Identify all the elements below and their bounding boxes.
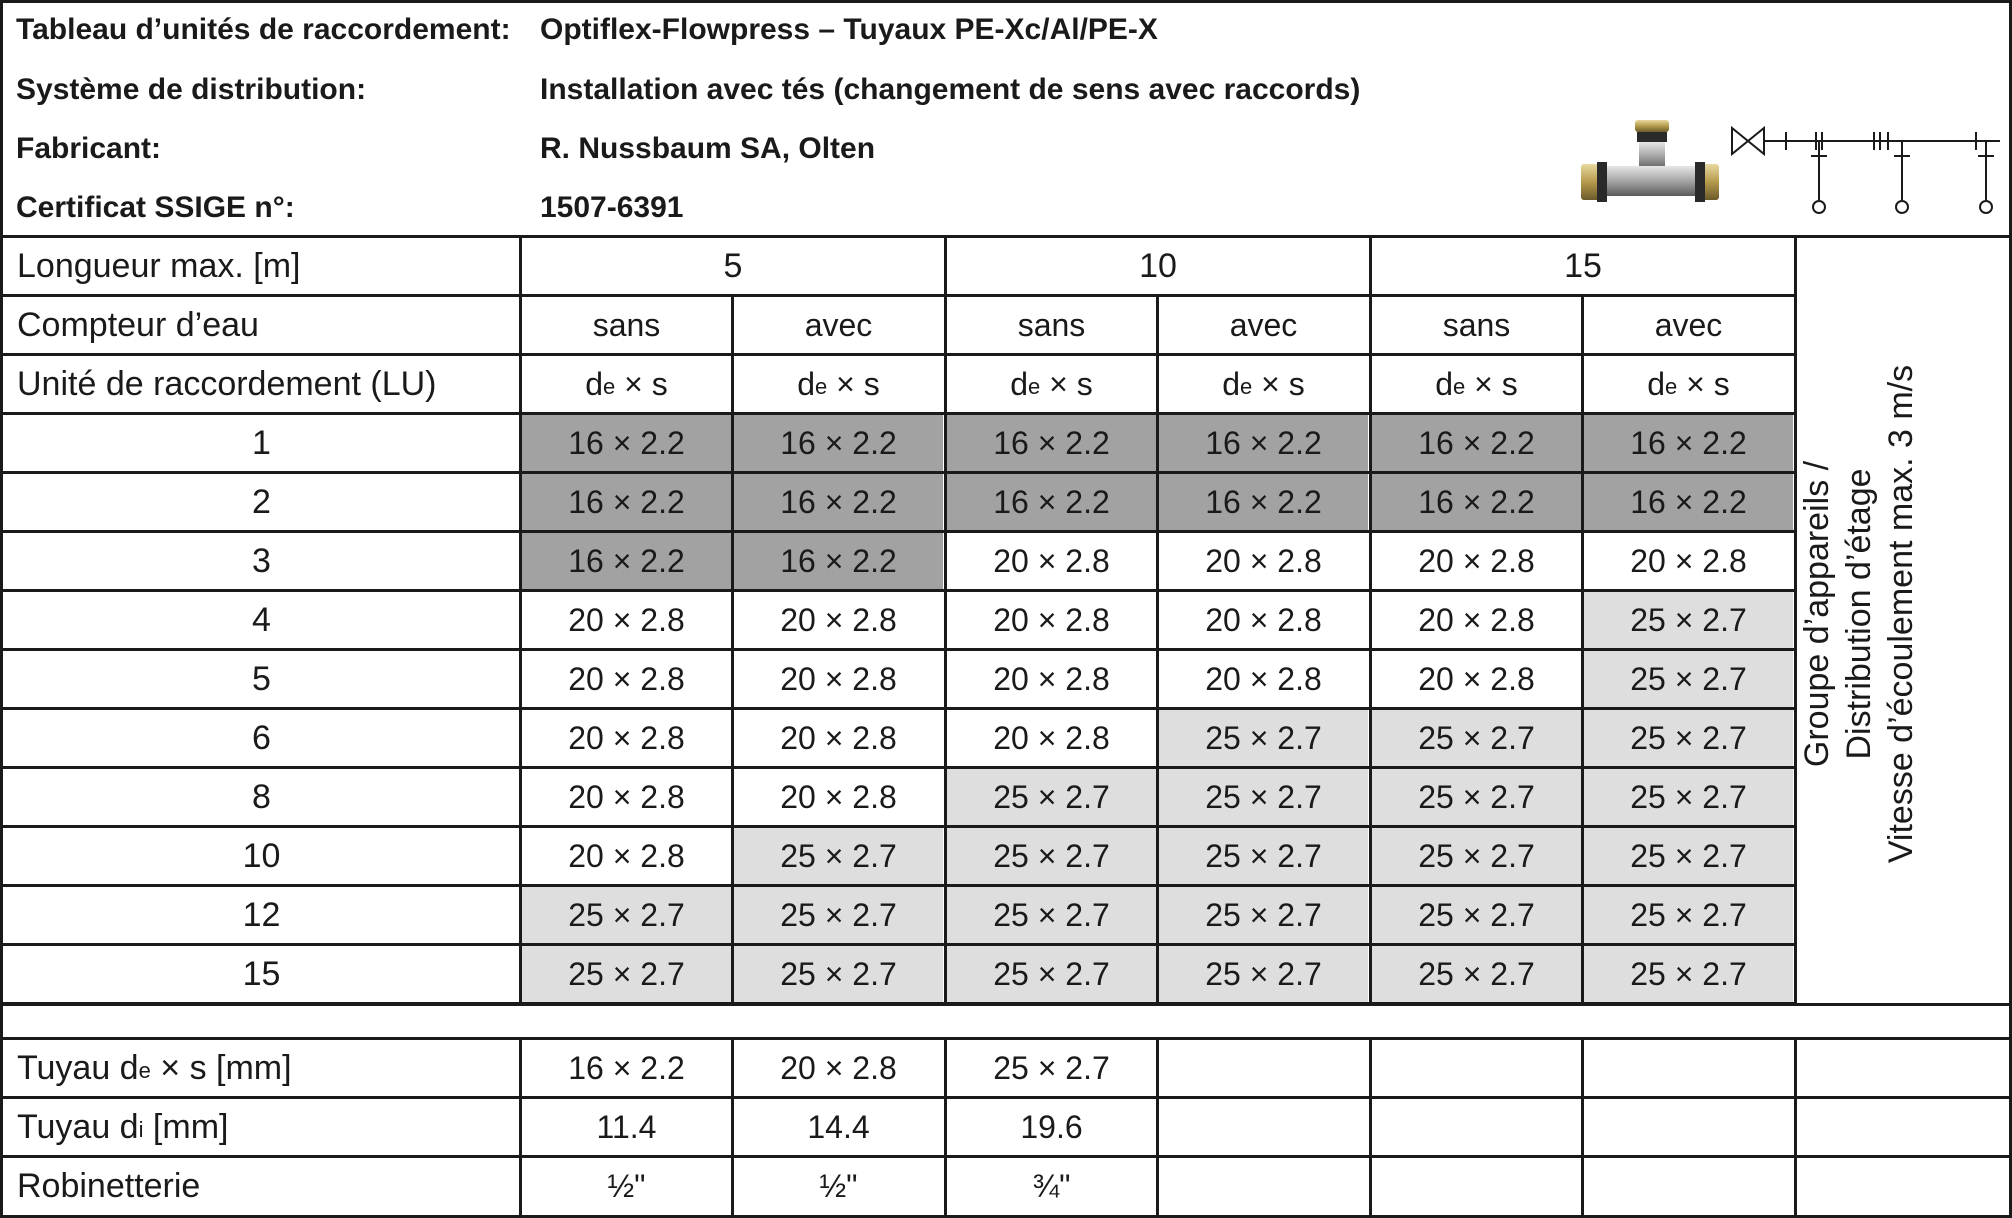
grid-line — [0, 707, 1797, 710]
pipe-size-cell: 25 × 2.7 — [1584, 651, 1793, 707]
grid-line — [0, 471, 1797, 474]
pipe-size-cell: 25 × 2.7 — [734, 946, 943, 1002]
grid-line — [1581, 294, 1584, 1003]
lu-value: 15 — [242, 954, 281, 993]
unit-cell — [522, 356, 731, 412]
lu-value: 2 — [252, 482, 271, 521]
lu-label: Unité de raccordement (LU) — [17, 364, 437, 403]
system-label: Système de distribution: — [16, 73, 367, 106]
pipe-size-cell: 25 × 2.7 — [1584, 769, 1793, 825]
pipe-size-cell: 20 × 2.8 — [522, 769, 731, 825]
pipe-size-cell: 25 × 2.7 — [1584, 946, 1793, 1002]
pipe-size-cell: 25 × 2.7 — [1159, 769, 1368, 825]
grid-line — [0, 1096, 2012, 1099]
unit-sub: e — [603, 374, 616, 399]
pipe-size-cell: 25 × 2.7 — [1372, 946, 1581, 1002]
meter-cell: avec — [1229, 306, 1298, 343]
lu-value: 8 — [252, 777, 271, 816]
pipe-size-cell: 25 × 2.7 — [1372, 828, 1581, 884]
title-value: Optiflex-Flowpress – Tuyaux PE-Xc/Al/PE-X — [540, 13, 1158, 46]
grid-line — [0, 884, 1797, 887]
grid-line — [0, 825, 1797, 828]
length-label: Longueur max. [m] — [17, 246, 301, 285]
unit-d: d — [797, 365, 816, 402]
pipe-size-cell: 25 × 2.7 — [1372, 887, 1581, 943]
system-value: Installation avec tés (changement de sens avec raccords) — [540, 73, 1361, 106]
lu-value: 12 — [242, 895, 281, 934]
length-5: 5 — [723, 246, 743, 285]
unit-cell — [1159, 356, 1368, 412]
pipe-size-cell: 16 × 2.2 — [1584, 474, 1793, 530]
side-note — [1796, 230, 1922, 998]
grid-line — [944, 235, 947, 1003]
grid-line — [0, 353, 1797, 356]
side-note-line: Vitesse d’écoulement max. 3 m/s — [1882, 364, 1920, 864]
pipe-size-cell: 20 × 2.8 — [522, 592, 731, 648]
pipe-size-cell: 25 × 2.7 — [947, 828, 1156, 884]
pipe-size-cell: 20 × 2.8 — [1159, 592, 1368, 648]
pipe-size-cell: 20 × 2.8 — [947, 533, 1156, 589]
meter-cell: sans — [592, 306, 661, 343]
unit-sub: e — [1028, 374, 1041, 399]
pipe-inner-label: Tuyau d $_i$ [mm] — [17, 1107, 229, 1146]
pipe-size-cell: 20 × 2.8 — [947, 651, 1156, 707]
pipe-outer-label: Tuyau d $_e$ × s [mm] — [17, 1048, 292, 1087]
unit-d: d — [1010, 365, 1029, 402]
pipe-size-cell: 20 × 2.8 — [1372, 592, 1581, 648]
unit-sub: e — [1240, 374, 1253, 399]
pipe-size-cell: 16 × 2.2 — [1584, 415, 1793, 471]
grid-line — [1369, 235, 1372, 1003]
certificate-value: 1507-6391 — [540, 191, 684, 224]
footer-value-cell: 19.6 — [1020, 1108, 1083, 1145]
meter-cell: sans — [1017, 306, 1086, 343]
pipe-size-cell: 20 × 2.8 — [734, 710, 943, 766]
pipe-size-cell: 20 × 2.8 — [947, 592, 1156, 648]
tee-fitting-photo-icon — [1575, 118, 1725, 218]
pipe-size-cell: 25 × 2.7 — [1372, 769, 1581, 825]
grid-line — [0, 648, 1797, 651]
pipe-size-cell: 25 × 2.7 — [1159, 828, 1368, 884]
pipe-size-cell: 16 × 2.2 — [522, 533, 731, 589]
grid-line — [731, 294, 734, 1003]
pipe-size-cell: 16 × 2.2 — [734, 474, 943, 530]
grid-line — [1369, 1037, 1372, 1218]
unit-rest: × s — [827, 365, 880, 402]
lu-value: 1 — [252, 423, 271, 462]
grid-line — [0, 294, 1797, 297]
lu-value: 5 — [252, 659, 271, 698]
grid-line — [0, 0, 3, 1218]
footer-value-cell: ½" — [819, 1167, 858, 1204]
lu-value: 6 — [252, 718, 271, 757]
pipe-size-cell: 25 × 2.7 — [1584, 710, 1793, 766]
grid-line — [0, 235, 2012, 238]
grid-line — [0, 589, 1797, 592]
grid-line — [0, 530, 1797, 533]
meter-cell: avec — [1654, 306, 1723, 343]
unit-cell — [947, 356, 1156, 412]
grid-line — [0, 1155, 2012, 1158]
footer-value-cell: 14.4 — [807, 1108, 870, 1145]
pipe-size-cell: 25 × 2.7 — [1159, 887, 1368, 943]
grid-line — [1581, 1037, 1584, 1218]
pipe-size-cell: 25 × 2.7 — [522, 946, 731, 1002]
pipe-size-cell: 20 × 2.8 — [522, 828, 731, 884]
unit-cell — [1372, 356, 1581, 412]
grid-line — [0, 412, 1797, 415]
side-note-line: Groupe d’appareils / — [1798, 460, 1836, 768]
title-label: Tableau d’unités de raccordement: — [16, 13, 511, 46]
pipe-size-cell: 25 × 2.7 — [1159, 946, 1368, 1002]
pipe-size-cell: 25 × 2.7 — [947, 887, 1156, 943]
pipe-size-cell: 16 × 2.2 — [734, 415, 943, 471]
grid-line — [944, 1037, 947, 1218]
pipe-size-cell: 16 × 2.2 — [1372, 474, 1581, 530]
distribution-schema-icon — [1724, 118, 2004, 218]
grid-line — [1794, 235, 1797, 1003]
grid-line — [0, 943, 1797, 946]
unit-d: d — [1435, 365, 1454, 402]
pipe-size-cell: 20 × 2.8 — [1159, 533, 1368, 589]
unit-sub: e — [815, 374, 828, 399]
grid-line — [519, 1037, 522, 1218]
pipe-size-cell: 16 × 2.2 — [1159, 415, 1368, 471]
manufacturer-label: Fabricant: — [16, 132, 162, 165]
footer-value-cell: ½" — [607, 1167, 646, 1204]
pipe-size-cell: 16 × 2.2 — [522, 415, 731, 471]
unit-rest: × s — [1040, 365, 1093, 402]
pipe-size-cell: 25 × 2.7 — [947, 769, 1156, 825]
pipe-size-cell: 16 × 2.2 — [1372, 415, 1581, 471]
unit-rest: × s — [615, 365, 668, 402]
footer-value-cell: ¾" — [1032, 1167, 1071, 1204]
grid-line — [731, 1037, 734, 1218]
pipe-size-cell: 20 × 2.8 — [1372, 533, 1581, 589]
pipe-size-cell: 25 × 2.7 — [522, 887, 731, 943]
pipe-size-cell: 16 × 2.2 — [947, 415, 1156, 471]
footer-value-cell: 25 × 2.7 — [993, 1049, 1110, 1086]
pipe-size-cell: 20 × 2.8 — [522, 710, 731, 766]
pipe-size-cell: 20 × 2.8 — [947, 710, 1156, 766]
grid-line — [0, 0, 2012, 3]
meter-cell: avec — [804, 306, 873, 343]
meter-label: Compteur d’eau — [17, 305, 259, 344]
pipe-size-cell: 20 × 2.8 — [734, 651, 943, 707]
pipe-size-cell: 20 × 2.8 — [734, 769, 943, 825]
pipe-size-cell: 25 × 2.7 — [1584, 828, 1793, 884]
certificate-label: Certificat SSIGE n°: — [16, 191, 295, 224]
unit-cell — [734, 356, 943, 412]
length-10: 10 — [1139, 246, 1177, 285]
footer-value-cell: 16 × 2.2 — [568, 1049, 685, 1086]
unit-rest: × s — [1465, 365, 1518, 402]
pipe-size-cell: 16 × 2.2 — [522, 474, 731, 530]
grid-line — [519, 235, 522, 1003]
unit-d: d — [1222, 365, 1241, 402]
fittings-label: Robinetterie — [17, 1166, 201, 1205]
pipe-size-cell: 25 × 2.7 — [1372, 710, 1581, 766]
unit-sub: e — [1665, 374, 1678, 399]
pipe-size-cell: 25 × 2.7 — [1584, 887, 1793, 943]
meter-cell: sans — [1442, 306, 1511, 343]
unit-d: d — [1647, 365, 1666, 402]
unit-cell — [1584, 356, 1793, 412]
pipe-size-cell: 25 × 2.7 — [1159, 710, 1368, 766]
pipe-size-cell: 20 × 2.8 — [1584, 533, 1793, 589]
pipe-size-cell: 20 × 2.8 — [522, 651, 731, 707]
unit-rest: × s — [1677, 365, 1730, 402]
pipe-size-cell: 25 × 2.7 — [734, 828, 943, 884]
unit-d: d — [585, 365, 604, 402]
pipe-size-cell: 25 × 2.7 — [734, 887, 943, 943]
grid-line — [1156, 1037, 1159, 1218]
grid-line — [1794, 1037, 1797, 1218]
lu-value: 10 — [242, 836, 281, 875]
manufacturer-value: R. Nussbaum SA, Olten — [540, 132, 876, 165]
lu-value: 4 — [252, 600, 271, 639]
unit-sub: e — [1453, 374, 1466, 399]
lu-value: 3 — [252, 541, 271, 580]
side-note-line: Distribution d’étage — [1840, 468, 1878, 760]
pipe-size-cell: 20 × 2.8 — [1372, 651, 1581, 707]
pipe-size-cell: 16 × 2.2 — [947, 474, 1156, 530]
length-15: 15 — [1564, 246, 1602, 285]
footer-value-cell: 20 × 2.8 — [780, 1049, 897, 1086]
unit-rest: × s — [1252, 365, 1305, 402]
footer-value-cell: 11.4 — [596, 1108, 657, 1145]
pipe-size-cell: 20 × 2.8 — [734, 592, 943, 648]
pipe-size-cell: 16 × 2.2 — [1159, 474, 1368, 530]
grid-line — [1156, 294, 1159, 1003]
pipe-size-cell: 25 × 2.7 — [947, 946, 1156, 1002]
pipe-size-cell: 16 × 2.2 — [734, 533, 943, 589]
pipe-size-cell: 25 × 2.7 — [1584, 592, 1793, 648]
grid-line — [0, 1003, 2012, 1006]
grid-line — [0, 1037, 2012, 1040]
grid-line — [0, 766, 1797, 769]
pipe-size-cell: 20 × 2.8 — [1159, 651, 1368, 707]
